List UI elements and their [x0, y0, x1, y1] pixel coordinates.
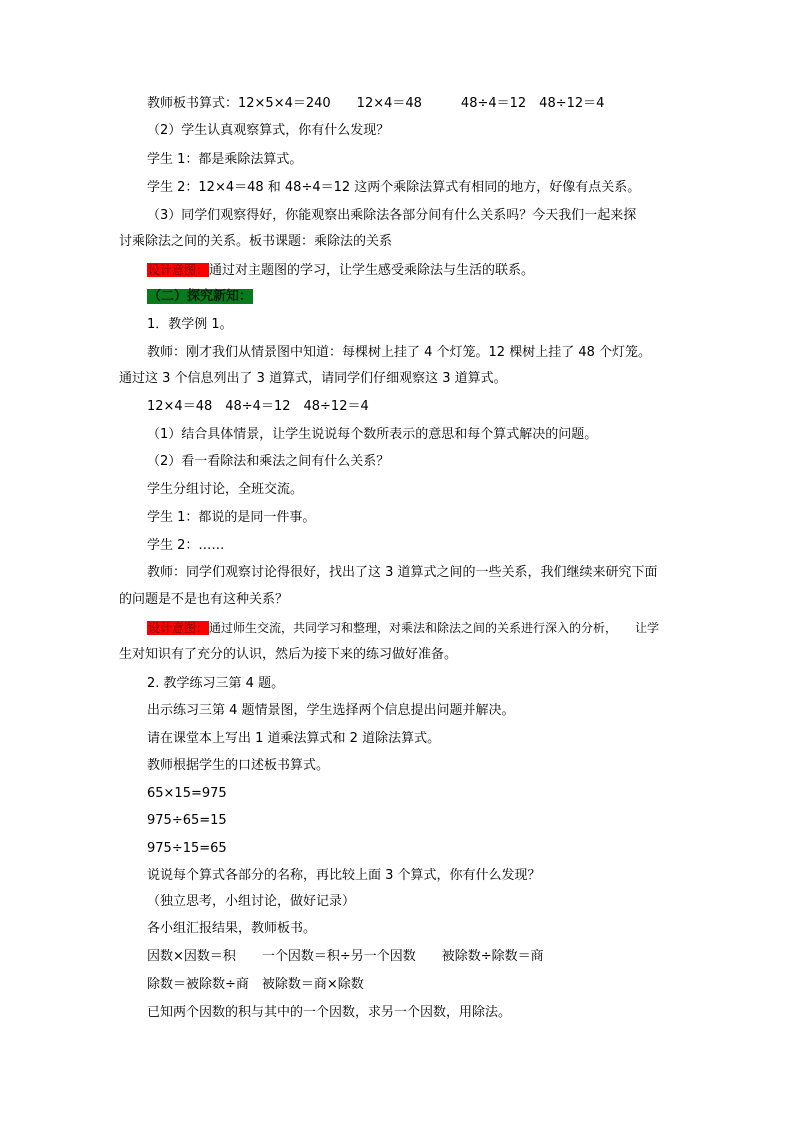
formula-line: 因数×因数＝积 一个因数＝积÷另一个因数 被除数÷除数＝商 [147, 949, 544, 964]
text-line: 学生 1：都说的是同一件事。 [147, 510, 316, 525]
design-intent-text: 通过师生交流，共同学习和整理，对乘法和除法之间的关系进行深入的分析， 让学 [209, 621, 660, 635]
text-line: 出示练习三第 4 题情景图，学生选择两个信息提出问题并解决。 [147, 703, 515, 718]
text-line: （独立思考，小组讨论，做好记录） [147, 894, 356, 909]
text-line: （3）同学们观察得好，你能观察出乘除法各部分间有什么关系吗？今天我们一起来探 [147, 208, 637, 223]
formula-line: 除数＝被除数÷商 被除数＝商×除数 [147, 977, 364, 992]
equation-line: 975÷65=15 [147, 813, 227, 828]
equation-line: 65×15=975 [147, 786, 227, 801]
design-intent-line [147, 261, 534, 280]
text-line: 教师：同学们观察讨论得很好，找出了这 3 道算式之间的一些关系，我们继续来研究下面 [147, 565, 658, 580]
text-line: 学生分组讨论，全班交流。 [147, 482, 304, 497]
text-line: 说说每个算式各部分的名称，再比较上面 3 个算式，你有什么发现？ [147, 868, 541, 883]
text-line: 请在课堂本上写出 1 道乘法算式和 2 道除法算式。 [147, 731, 441, 746]
text-line: （1）结合具体情景，让学生说说每个数所表示的意思和每个算式解决的问题。 [147, 427, 598, 442]
equation-line: 12×4＝48 48÷4＝12 48÷12＝4 [147, 399, 369, 414]
design-intent-tag: 设计意图： [148, 263, 209, 277]
text-line: 学生 1：都是乘除法算式。 [147, 152, 303, 167]
text-line: 学生 2：…… [147, 538, 225, 553]
text-line: 教师板书算式：12×5×4＝240 12×4＝48 48÷4＝12 48÷12＝4 [147, 96, 605, 111]
text-line: 的问题是不是也有这种关系？ [119, 592, 289, 607]
design-intent-text: 通过对主题图的学习，让学生感受乘除法与生活的联系。 [209, 263, 535, 278]
text-line: 教师：刚才我们从情景图中知道：每棵树上挂了 4 个灯笼。12 棵树上挂了 48 个灯笼。 [147, 345, 652, 360]
text-line: 1．教学例 1。 [147, 317, 233, 332]
section-heading-tag: （二）探究新知： [148, 289, 253, 304]
section-heading [147, 288, 253, 306]
text-line: 通过这 3 个信息列出了 3 道算式，请同学们仔细观察这 3 道算式。 [119, 371, 507, 386]
equation-line: 975÷15=65 [147, 841, 227, 856]
text-line: 各小组汇报结果，教师板书。 [147, 921, 317, 936]
design-intent-tag: 设计意图： [148, 621, 209, 635]
text-line: 生对知识有了充分的认识，然后为接下来的练习做好准备。 [119, 647, 458, 662]
text-line: （2）学生认真观察算式，你有什么发现？ [147, 123, 390, 138]
text-line: 已知两个因数的积与其中的一个因数，求另一个因数，用除法。 [147, 1005, 512, 1020]
text-line: 教师根据学生的口述板书算式。 [147, 758, 330, 773]
design-intent-line [147, 619, 659, 638]
text-line: 讨乘除法之间的关系。板书课题：乘除法的关系 [119, 234, 393, 249]
text-line: 学生 2：12×4＝48 和 48÷4＝12 这两个乘除法算式有相同的地方，好像有点关系。 [147, 180, 641, 195]
text-line: 2. 教学练习三第 4 题。 [147, 676, 285, 691]
text-line: （2）看一看除法和乘法之间有什么关系？ [147, 454, 390, 469]
